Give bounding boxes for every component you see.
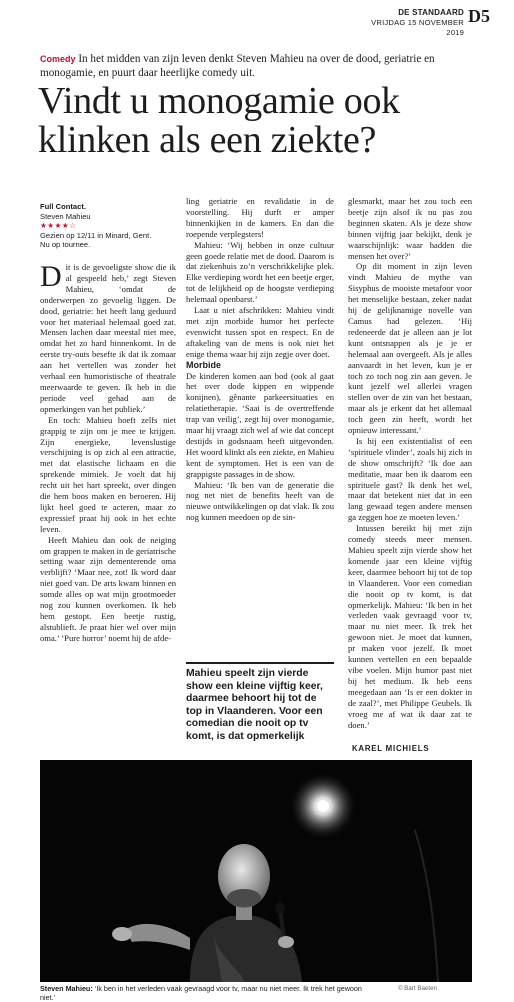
- review-factbox: [40, 202, 170, 250]
- seen-at: Gezien op 12/11 in Minard, Gent.: [40, 230, 152, 240]
- subheading: Morbide: [186, 359, 221, 370]
- intro-paragraph: [40, 262, 176, 415]
- standfirst: [40, 52, 470, 80]
- section-kicker: Comedy: [40, 54, 76, 64]
- article-photo: [40, 760, 472, 982]
- microphone-icon: [275, 902, 285, 914]
- paragraph: glesmarkt, maar het zou toch een beetje zijn alsof ik nu pas zou beginnen skaten. Als je deze show binnen vijftig jaar bekijkt, denk je waarschijnlijk: waar hadden die mensen het over?’: [348, 196, 472, 261]
- masthead: [352, 8, 464, 38]
- caption-text: ‘Ik ben in het verleden vaak gevraagd voor tv, maar nu niet meer. Ik trek het gewoon niet.’: [40, 984, 362, 1002]
- author-byline: KAREL MICHIELS: [352, 744, 430, 753]
- photo-credit: © Bart Baeten: [398, 985, 437, 992]
- article-column-2: [186, 196, 334, 523]
- paragraph: De kinderen komen aan bod (ook al gaat het over dode kippen en wippende konijnen), gênante parkeersituaties en relatietherapie. ‘Saai is de overtreffende trap van veilig’, zegt hij over monogamie, maar hij vraagt zich wel af wie dat concept destijds in godsnaam heeft uitgevonden. Het woord klinkt als een ziekte, en Mahieu kent de symptomen. Het is een van de grappigste passages in de show.: [186, 370, 334, 479]
- paragraph: ling geriatrie en revalidatie in de voorstelling. Hij durft er amper binnenkijken in de kamers. En dan die roepende verplegsters!: [186, 196, 334, 239]
- paragraph: Mahieu: ‘Wij hebben in onze cultuur geen goede relatie met de dood. Daarom is dat ziekenhuis zo’n verschrikkelijke plek. Elke verdieping wordt het een beetje erger, tot de lelijkheid op de hoogste verdieping helemaal openbarst.’: [186, 239, 334, 305]
- newspaper-name: DE STANDAARD: [398, 8, 464, 17]
- standfirst-text: In het midden van zijn leven denkt Steven Mahieu na over de dood, geriatrie en monogamie, en puurt daar heerlijke comedy uit.: [40, 53, 435, 79]
- paragraph: Heeft Mahieu dan ook de neiging om grappen te maken in de geriatrische setting waar zijn dementerende oma verblijft? ‘Maar nee, zot! Ik word daar niet goed van. De arts kwam binnen en somde alles op wat mijn grootmoeder nog zou kunnen overkomen. Ik heb hem gestopt. Een beetje rustig, alstublieft. Je praat hier wel over mijn oma.’ ‘Pure horror’ noemt hij de afde-: [40, 534, 176, 643]
- drop-cap: D: [40, 260, 62, 293]
- paragraph: Intussen bereikt hij met zijn comedy steeds meer mensen. Mahieu speelt zijn vierde show het komende jaar een kleine vijftig keer, daarmee behoort hij tot de top in Vlaanderen. Voor een comedian die nooit op tv komt, is dat opmerkelijk. Mahieu: ‘Ik ben in het verleden vaak gevraagd voor tv, maar nu niet meer. Ik trek het gewoon niet. Je moet dat kunnen, pr maken voor jezelf. Ik moet kunnen vertellen en een bepaalde vibe voelen. Mijn humor past niet bij het medium. Ik heb eens meegedaan aan ‘Is er een dokter in de zaal?’, met Philippe Geubels. Ik vroeg me af wat ik daar zat te doen.’: [348, 523, 472, 730]
- article-column-3: [348, 196, 472, 730]
- paragraph: Op dit moment in zijn leven vindt Mahieu de mythe van Sisyphus de mooiste metafoor voor het menselijke bestaan, zeker nadat hij de gelijknamige novelle van Camus had gelezen. ‘Hij redeneerde dat je alleen aan je lot kunt ontsnappen als je je er helemaal aan overgeeft. Als je alles aanvaardt in het leven, kun je er toch zo toch nog zin aan geven. Je kunt jezelf wel allerlei vragen stellen over de zin van het bestaan, maar als je erkent dat het allemaal toch geen zin heeft, wordt het opnieuw interessant.’: [348, 261, 472, 436]
- comedian-on-stage-photo: [40, 760, 472, 982]
- article-headline: Vindt u monogamie ook klinken als een ziekte?: [38, 80, 400, 161]
- photo-caption: [40, 984, 370, 1002]
- issue-date: VRIJDAG 15 NOVEMBER 2019: [371, 18, 464, 37]
- show-title: Full Contact.: [40, 202, 86, 211]
- paragraph-text: it is de gevoeligste show die ik al gespeeld heb,’ zegt Steven Mahieu, ‘omdat de onderwerpen zo gevoelig liggen. De dood, geriatrie: het heeft lang geduurd voor het materiaal helemaal goed zat. Mensen lachen daar meestal niet mee, omdat het zo hard binnenkomt. In de eerste try-outs besefte ik dat ik zomaar aan het vertellen was zonder het verhaal een humoristische of theatrale meerwaarde te geven. Ik heb in die periode veel gehad aan de opmerkingen van het publiek.’: [40, 262, 176, 414]
- paragraph: Mahieu: ‘Ik ben van de generatie die nog net niet de benefits heeft van de nieuwe ontwikkelingen op dat vlak. Ik zou nog kunnen meedoen op de sin-: [186, 479, 334, 523]
- paragraph: Laat u niet afschrikken: Mahieu vindt met zijn morbide humor het perfecte evenwicht tussen spot en respect. En de aftakeling van de mens is ook niet het enige thema waar hij zijn zegje over doet.: [186, 305, 334, 359]
- show-author: Steven Mahieu: [40, 211, 91, 221]
- paragraph: En toch: Mahieu hoeft zelfs niet grappig te zijn om je mee te krijgen. Zijn energieke, levenslustige verschijning is op zich al een attractie, met dat elastische lichaam en die sprekende mimiek. Je voelt dat hij recht uit het hart spreekt, over dingen die hem boos maken en beroeren. Hij lijkt heel goed te acteren, maar zo expressief praat hij ook in het echte leven.: [40, 414, 176, 534]
- caption-name: Steven Mahieu:: [40, 984, 93, 993]
- page-number: D5: [468, 6, 490, 26]
- tour-info: Nu op tournee.: [40, 240, 91, 250]
- star-rating: ★★★★☆: [40, 221, 77, 231]
- pull-quote: Mahieu speelt zijn vierde show een kleine vijftig keer, daarmee behoort hij tot de top in Vlaanderen. Voor een comedian die nooit op tv komt, is dat opmerkelijk: [186, 662, 334, 744]
- article-column-1: [40, 262, 176, 644]
- paragraph: Is hij een existentialist of een ‘spirituele vlinder’, zoals hij zich in de show omschrijft? ‘Ik doe aan meditatie, maar ben ik daarom een spirituele gast? Ik denk het wel, maar dat betekent niet dat in een lang gewaad tegen andere mensen ga zeggen hoe ze moeten leven.’: [348, 435, 472, 523]
